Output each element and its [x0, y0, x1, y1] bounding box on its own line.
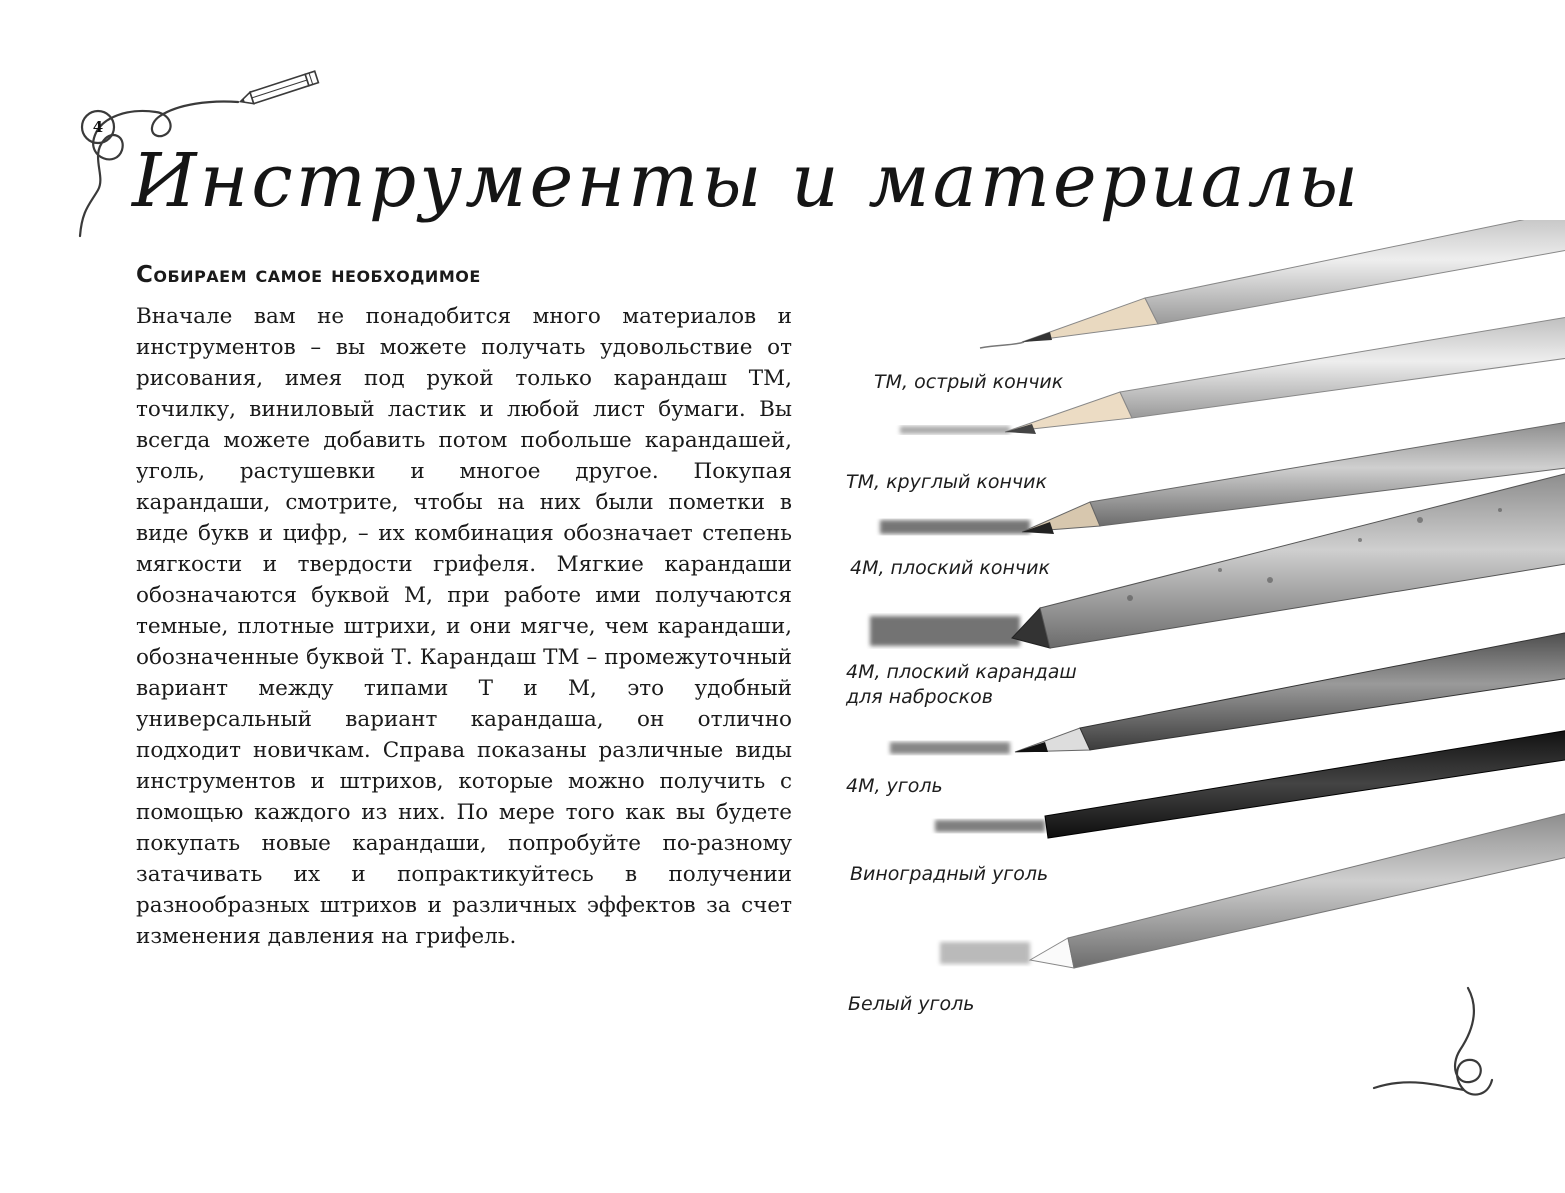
small-pencil-icon: [239, 71, 319, 107]
flourish-curl: [1374, 988, 1492, 1095]
caption-4m-flat-sketch-line2: для набросков: [846, 686, 993, 708]
caption-tm-round: ТМ, круглый кончик: [846, 471, 1047, 493]
caption-vine-charcoal: Виноградный уголь: [850, 863, 1049, 885]
page-title: Инструменты и материалы: [132, 138, 1362, 224]
page-number: 4: [92, 118, 104, 136]
pencil-tm-sharp: [980, 220, 1565, 348]
caption-4m-flat-tip: 4М, плоский кончик: [850, 557, 1050, 579]
caption-4m-flat-sketch-line1: 4М, плоский карандаш: [846, 661, 1077, 683]
section-heading: Собираем самое необходимое: [136, 262, 481, 288]
body-paragraph: Вначале вам не понадобится много материалов и инструментов – вы можете получать удовольствие от рисования, имея под рукой только карандаш ТМ, точилку, виниловый ластик и любой лист бумаги. Вы всегда можете добавить потом побольше карандашей, уголь, растушевки и многое другое. Покупая карандаши, смотрите, чтобы на них были пометки в виде букв и цифр, – их комбинация обозначает степень мягкости и твердости грифеля. Мягкие карандаши обозначаются буквой М, при работе ими получаются темные, плотные штрихи, и они мягче, чем карандаши, обозначенные буквой Т. Карандаш ТМ – промежуточный вариант между типами Т и М, это удобный универсальный вариант карандаша, он отлично подходит новичкам. Справа показаны различные виды инструментов и штрихов, которые можно получить с помощью каждого из них. По мере того как вы будете покупать новые карандаши, попробуйте по-разному затачивать их и попрактикуйтесь в получении разнообразных штрихов и различных эффектов за счет изменения давления на грифель.: [136, 304, 792, 949]
bottom-flourish-ornament: [1360, 980, 1500, 1110]
caption-4m-flat-sketch: [846, 660, 1077, 710]
caption-4m-charcoal: 4М, уголь: [846, 775, 943, 797]
white-charcoal-pencil: [940, 810, 1565, 968]
caption-tm-sharp: ТМ, острый кончик: [874, 371, 1064, 393]
caption-white-charcoal: Белый уголь: [848, 993, 975, 1015]
